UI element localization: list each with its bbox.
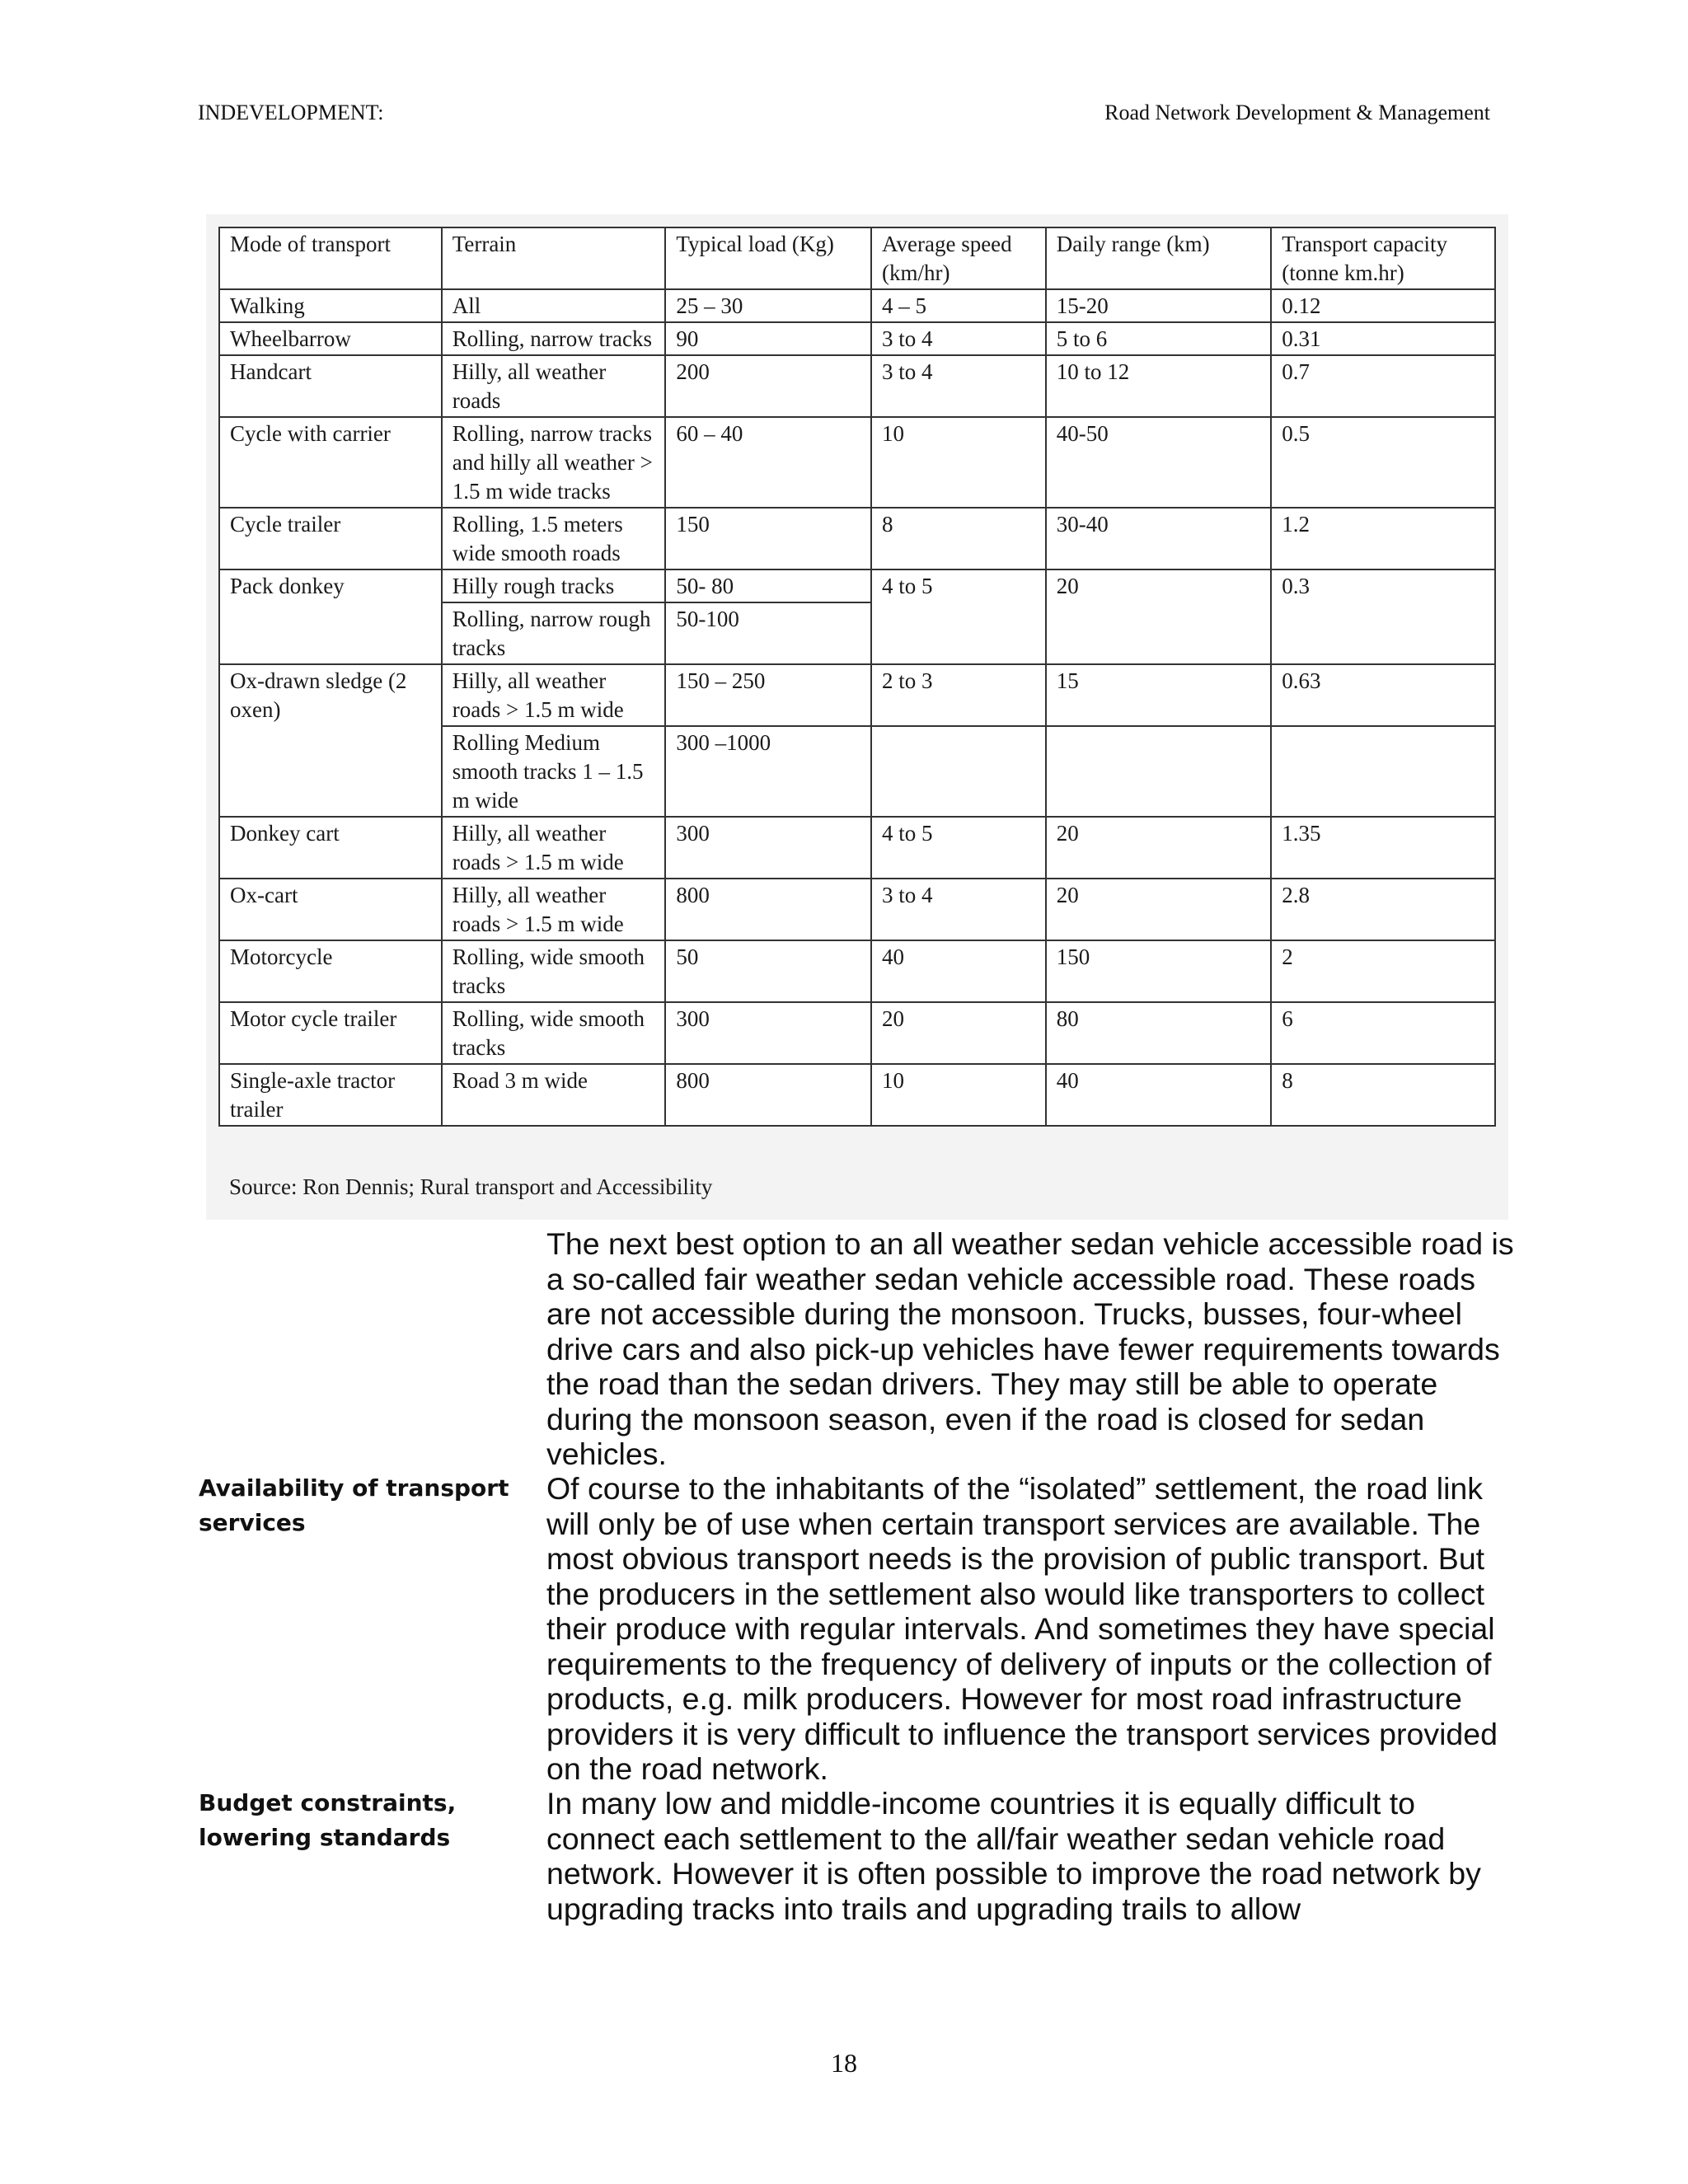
cell-load: 150 (665, 508, 871, 569)
table-source-caption: Source: Ron Dennis; Rural transport and Accessibility (229, 1174, 713, 1199)
cell-mode: Cycle with carrier (219, 417, 442, 508)
cell-terrain: Rolling Medium smooth tracks 1 – 1.5 m wide (442, 726, 666, 817)
cell-load: 300 (665, 817, 871, 879)
cell-speed: 40 (871, 940, 1046, 1002)
cell-range: 40 (1046, 1064, 1272, 1126)
cell-speed (871, 726, 1046, 817)
cell-speed: 10 (871, 417, 1046, 508)
cell-terrain: Road 3 m wide (442, 1064, 666, 1126)
transport-modes-table (218, 227, 1496, 1127)
cell-range: 40-50 (1046, 417, 1272, 508)
table-row (219, 289, 1495, 322)
table-row (219, 940, 1495, 1002)
cell-capacity: 8 (1271, 1064, 1495, 1126)
cell-capacity: 0.31 (1271, 322, 1495, 355)
header-terrain: Terrain (442, 227, 666, 289)
cell-load: 50- 80 (665, 569, 871, 602)
header-load: Typical load (Kg) (665, 227, 871, 289)
header-mode: Mode of transport (219, 227, 442, 289)
cell-capacity: 1.35 (1271, 817, 1495, 879)
cell-mode: Motor cycle trailer (219, 1002, 442, 1064)
table-row (219, 322, 1495, 355)
cell-range: 30-40 (1046, 508, 1272, 569)
table-row (219, 417, 1495, 508)
cell-range: 15 (1046, 664, 1272, 726)
cell-capacity: 0.7 (1271, 355, 1495, 417)
table-row (219, 508, 1495, 569)
cell-terrain: Rolling, narrow tracks and hilly all weather > 1.5 m wide tracks (442, 417, 666, 508)
cell-speed: 4 to 5 (871, 817, 1046, 879)
cell-capacity: 2 (1271, 940, 1495, 1002)
cell-terrain: Rolling, narrow rough tracks (442, 602, 666, 664)
table-row (219, 569, 1495, 602)
cell-load: 800 (665, 879, 871, 940)
table-row (219, 879, 1495, 940)
cell-capacity: 0.63 (1271, 664, 1495, 726)
cell-mode: Donkey cart (219, 817, 442, 879)
cell-terrain: Rolling, 1.5 meters wide smooth roads (442, 508, 666, 569)
header-speed: Average speed (km/hr) (871, 227, 1046, 289)
table-row (219, 355, 1495, 417)
side-heading-budget-constraints: Budget constraints, lowering standards (199, 1789, 457, 1851)
cell-mode: Motorcycle (219, 940, 442, 1002)
cell-capacity: 0.3 (1271, 569, 1495, 664)
cell-range: 5 to 6 (1046, 322, 1272, 355)
cell-speed: 8 (871, 508, 1046, 569)
cell-terrain: Hilly, all weather roads > 1.5 m wide (442, 664, 666, 726)
header-capacity: Transport capacity (tonne km.hr) (1271, 227, 1495, 289)
cell-capacity (1271, 726, 1495, 817)
cell-terrain: All (442, 289, 666, 322)
cell-load: 50-100 (665, 602, 871, 664)
cell-range: 15-20 (1046, 289, 1272, 322)
table-row (219, 817, 1495, 879)
cell-terrain: Rolling, wide smooth tracks (442, 940, 666, 1002)
cell-terrain: Hilly rough tracks (442, 569, 666, 602)
cell-range: 150 (1046, 940, 1272, 1002)
header-right: Road Network Development & Management (1104, 101, 1490, 124)
table-row (219, 1002, 1495, 1064)
cell-range: 80 (1046, 1002, 1272, 1064)
paragraph-transport-services: Of course to the inhabitants of the “isolated” settlement, the road link will only be of use when certain transport services are available. The most obvious transport needs is the provision of public transport. But the producers in the settlement also would like transporters to collect their produce with regular intervals. And sometimes they have special requirements to the frequency of delivery of inputs or the collection of products, e.g. milk producers. However for most road infrastructure providers it is very difficult to influence the transport services provided on the road network. (546, 1471, 1498, 1786)
cell-load: 300 –1000 (665, 726, 871, 817)
page-number: 18 (831, 2048, 857, 2078)
cell-range: 20 (1046, 569, 1272, 664)
cell-capacity: 1.2 (1271, 508, 1495, 569)
cell-load: 25 – 30 (665, 289, 871, 322)
cell-speed: 3 to 4 (871, 322, 1046, 355)
paragraph-budget-constraints: In many low and middle-income countries it is equally difficult to connect each settlement to the all/fair weather sedan vehicle road network. However it is often possible to improve the road network by upgrading tracks into trails and upgrading trails to allow (546, 1786, 1481, 1926)
cell-speed: 10 (871, 1064, 1046, 1126)
cell-speed: 4 – 5 (871, 289, 1046, 322)
cell-mode: Pack donkey (219, 569, 442, 664)
cell-mode: Wheelbarrow (219, 322, 442, 355)
cell-terrain: Rolling, narrow tracks (442, 322, 666, 355)
cell-range (1046, 726, 1272, 817)
cell-load: 50 (665, 940, 871, 1002)
cell-load: 60 – 40 (665, 417, 871, 508)
cell-mode: Single-axle tractor trailer (219, 1064, 442, 1126)
cell-speed: 20 (871, 1002, 1046, 1064)
table-row (219, 1064, 1495, 1126)
cell-capacity: 6 (1271, 1002, 1495, 1064)
cell-mode: Walking (219, 289, 442, 322)
cell-capacity: 2.8 (1271, 879, 1495, 940)
cell-speed: 3 to 4 (871, 355, 1046, 417)
cell-load: 90 (665, 322, 871, 355)
cell-range: 20 (1046, 817, 1272, 879)
cell-load: 150 – 250 (665, 664, 871, 726)
paragraph-fair-weather-roads: The next best option to an all weather sedan vehicle accessible road is a so-called fair weather sedan vehicle accessible road. These roads are not accessible during the monsoon. Trucks, busses, four-wheel drive cars and also pick-up vehicles have fewer requirements towards the road than the sedan drivers. They may still be able to operate during the monsoon season, even if the road is closed for sedan vehicles. (546, 1226, 1514, 1471)
cell-range: 10 to 12 (1046, 355, 1272, 417)
cell-speed: 4 to 5 (871, 569, 1046, 664)
cell-capacity: 0.12 (1271, 289, 1495, 322)
cell-range: 20 (1046, 879, 1272, 940)
table-row (219, 664, 1495, 726)
cell-terrain: Hilly, all weather roads (442, 355, 666, 417)
cell-mode: Handcart (219, 355, 442, 417)
cell-capacity: 0.5 (1271, 417, 1495, 508)
cell-mode: Cycle trailer (219, 508, 442, 569)
header-left: INDEVELOPMENT: (198, 101, 384, 124)
cell-speed: 3 to 4 (871, 879, 1046, 940)
side-heading-transport-services: Availability of transport services (199, 1474, 509, 1536)
cell-load: 200 (665, 355, 871, 417)
cell-mode: Ox-cart (219, 879, 442, 940)
table-header-row (219, 227, 1495, 289)
cell-terrain: Rolling, wide smooth tracks (442, 1002, 666, 1064)
cell-load: 800 (665, 1064, 871, 1126)
cell-terrain: Hilly, all weather roads > 1.5 m wide (442, 879, 666, 940)
cell-load: 300 (665, 1002, 871, 1064)
cell-speed: 2 to 3 (871, 664, 1046, 726)
cell-mode: Ox-drawn sledge (2 oxen) (219, 664, 442, 817)
cell-terrain: Hilly, all weather roads > 1.5 m wide (442, 817, 666, 879)
header-range: Daily range (km) (1046, 227, 1272, 289)
